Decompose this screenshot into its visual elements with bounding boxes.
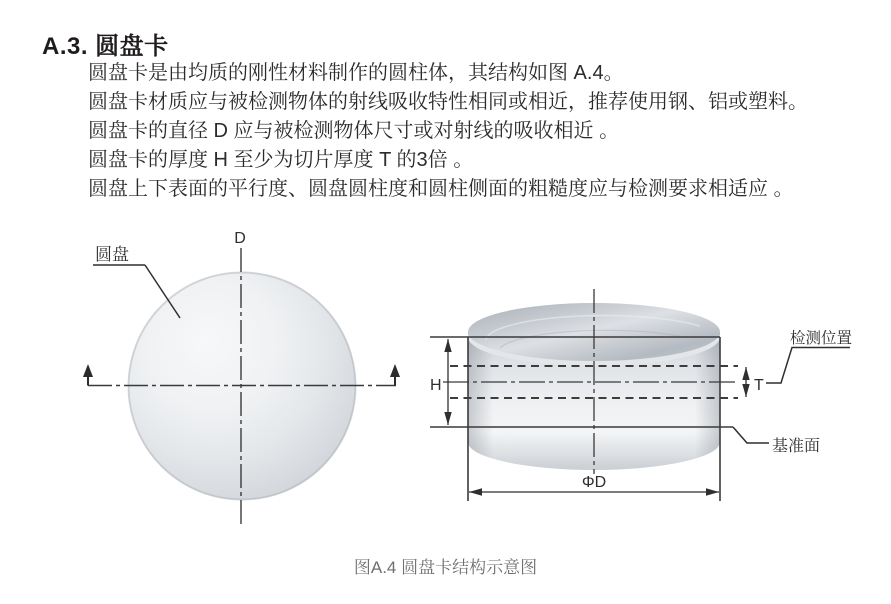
detection-position-label: 检测位置 (789, 330, 853, 347)
paragraph-line: 圆盘卡的厚度 H 至少为切片厚度 T 的3倍 。 (88, 149, 474, 171)
paragraph-line: 圆盘卡材质应与被检测物体的射线吸收特性相同或相近，推荐使用钢、铝或塑料。 (88, 91, 808, 113)
paragraph-line: 圆盘卡是由均质的刚性材料制作的圆柱体，其结构如图 A.4。 (88, 62, 624, 84)
right-up-arrow-icon (390, 364, 400, 377)
datum-plane-label: 基准面 (772, 438, 821, 455)
paragraph-line: 圆盘上下表面的平行度、圆盘圆柱度和圆柱侧面的粗糙度应与检测要求相适应 。 (88, 178, 794, 200)
thickness-label: T (754, 377, 764, 394)
detection-callout-leader (766, 348, 850, 384)
paragraph-line: 圆盘卡的直径 D 应与被检测物体尺寸或对射线的吸收相近 。 (88, 120, 620, 142)
section-heading: A.3. 圆盘卡 (42, 33, 169, 60)
disc-callout-label: 圆盘 (95, 245, 129, 264)
disc-side-view (430, 289, 852, 501)
disc-front-view (83, 230, 400, 525)
datum-callout-leader (733, 427, 769, 443)
height-label: H (430, 377, 442, 394)
left-up-arrow-icon (83, 364, 93, 377)
diameter-label: ΦD (581, 474, 607, 491)
diameter-axis-label: D (234, 230, 246, 247)
figure-caption: 图A.4 圆盘卡结构示意图 (353, 558, 538, 577)
